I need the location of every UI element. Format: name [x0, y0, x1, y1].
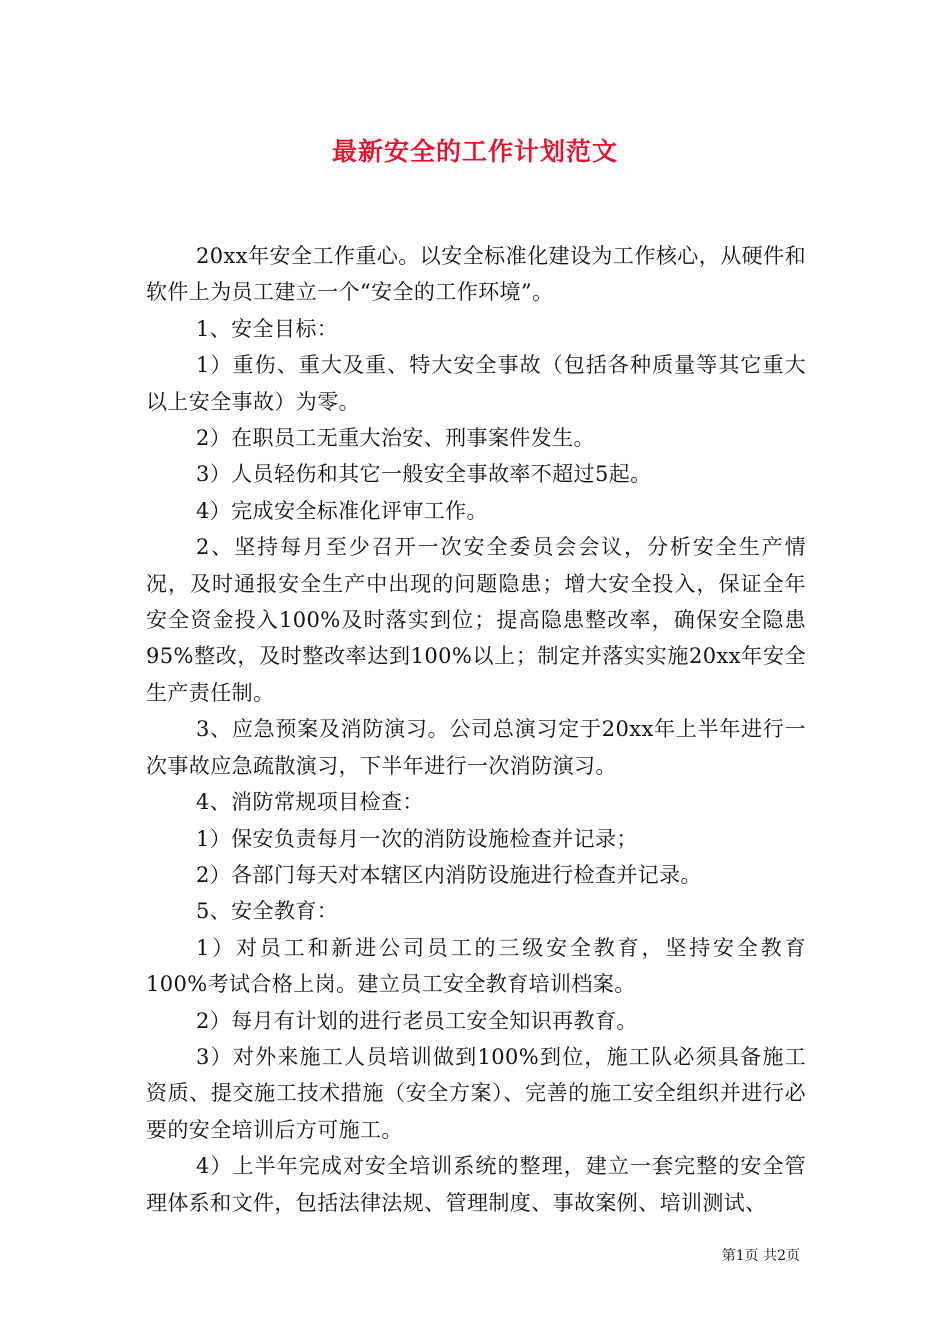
paragraph: 1、安全目标： — [196, 316, 339, 341]
paragraph: 2）每月有计划的进行老员工安全知识再教育。 — [196, 1008, 638, 1033]
paragraph: 4）完成安全标准化评审工作。 — [196, 498, 488, 523]
paragraph: 3）人员轻伤和其它一般安全事故率不超过5起。 — [196, 462, 652, 487]
document-title: 最新安全的工作计划范文 — [331, 137, 618, 166]
paragraph: 1）保安负责每月一次的消防设施检查并记录； — [196, 826, 638, 851]
paragraph: 2、坚持每月至少召开一次安全委员会会议，分析安全生产情况，及时通报安全生产中出现的问题隐患；增大安全投入，保证全年安全资金投入100%及时落实到位；提高隐患整改率，确保安全隐患95%整改，及时整改率达到100%以上；制定并落实实施20xx年安全生产责任制。 — [146, 535, 806, 705]
paragraph: 4）上半年完成对安全培训系统的整理，建立一套完整的安全管理体系和文件，包括法律法规、管理制度、事故案例、培训测试、 — [146, 1154, 806, 1215]
paragraph: 1）对员工和新进公司员工的三级安全教育，坚持安全教育100%考试合格上岗。建立员工安全教育培训档案。 — [146, 935, 806, 997]
document-body — [146, 238, 806, 1221]
page-number-footer: 第1页 共2页 — [721, 1248, 800, 1264]
paragraph: 1）重伤、重大及重、特大安全事故（包括各种质量等其它重大以上安全事故）为零。 — [146, 353, 806, 414]
paragraph: 3）对外来施工人员培训做到100%到位，施工队必须具备施工资质、提交施工技术措施（安全方案）、完善的施工安全组织并进行必要的安全培训后方可施工。 — [146, 1044, 806, 1142]
paragraph: 2）各部门每天对本辖区内消防设施进行检查并记录。 — [196, 862, 702, 887]
paragraph: 3、应急预案及消防演习。公司总演习定于20xx年上半年进行一次事故应急疏散演习，下半年进行一次消防演习。 — [146, 717, 806, 778]
paragraph: 20xx年安全工作重心。以安全标准化建设为工作核心，从硬件和软件上为员工建立一个“安全的工作环境”。 — [146, 244, 806, 305]
paragraph: 5、安全教育： — [196, 899, 339, 924]
paragraph: 4、消防常规项目检查： — [196, 790, 424, 815]
paragraph: 2）在职员工无重大治安、刑事案件发生。 — [196, 426, 595, 451]
